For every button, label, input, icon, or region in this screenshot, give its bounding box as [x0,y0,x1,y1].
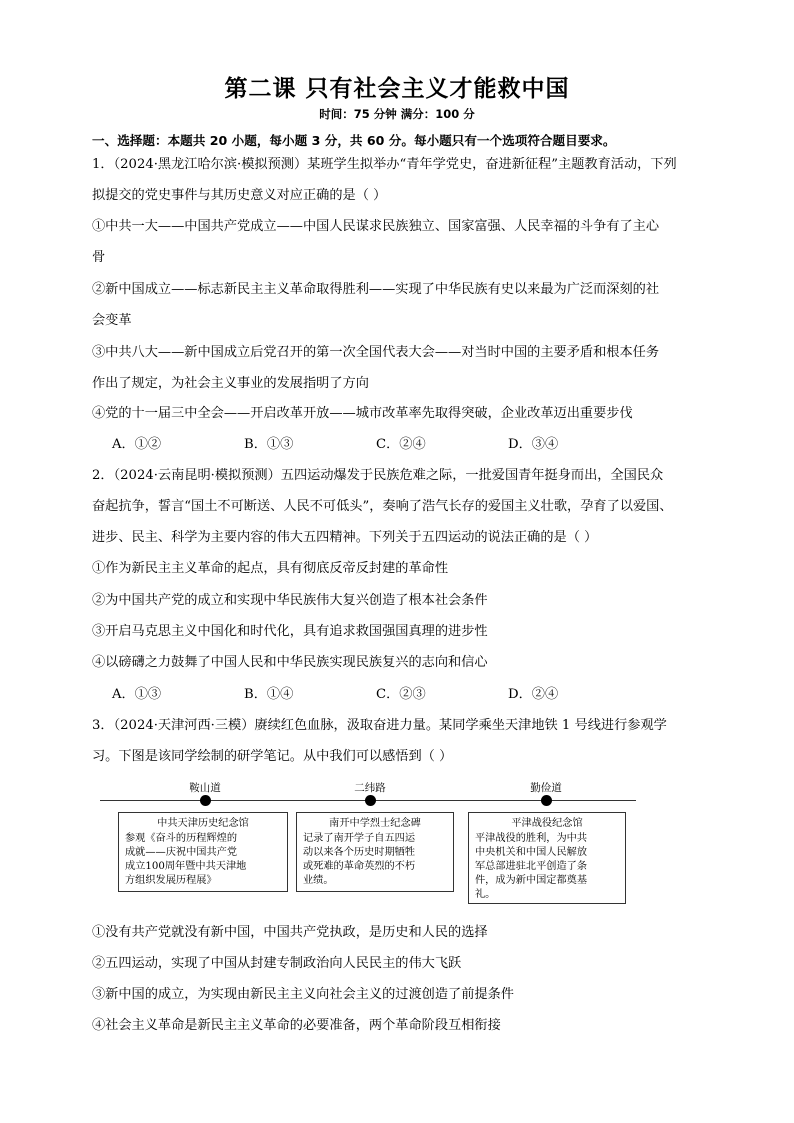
q2-stem-line3: 进步、民主、科学为主要内容的伟大五四精神。下列关于五四运动的说法正确的是（ ） [92,530,598,545]
q1-statement-3-cont: 作出了规定，为社会主义事业的发展指明了方向 [92,376,369,391]
q1-option-a[interactable]: A．①② [112,437,162,452]
station-label-2: 二纬路 [354,782,386,794]
q1-option-d[interactable]: D．③④ [508,437,559,452]
station-dot-2 [365,795,376,806]
q3-statement-1: ①没有共产党就没有新中国，中国共产党执政，是历史和人民的选择 [92,925,488,940]
note-box-2-line: 业绩。 [303,875,334,886]
q3-stem-line2: 习。下图是该同学绘制的研学笔记。从中我们可以感悟到（ ） [92,749,453,764]
note-box-3-title: 平津战役纪念馆 [511,818,583,829]
exam-info: 时间：75 分钟 满分：100 分 [319,107,475,121]
q2-option-b[interactable]: B．①④ [244,687,294,702]
q2-statement-2: ②为中国共产党的成立和实现中华民族伟大复兴创造了根本社会条件 [92,593,488,608]
q3-statement-3: ③新中国的成立，为实现由新民主主义向社会主义的过渡创造了前提条件 [92,987,514,1002]
note-box-2-line: 动以来各个历史时期牺牲 [303,847,416,858]
note-box-2-line: 记录了南开学子自五四运 [303,833,416,844]
note-box-3-line: 中央机关和中国人民解放 [475,847,588,858]
q3-stem-line1: 3．（2024·天津河西·三模）赓续红色血脉，汲取奋进力量。某同学乘坐天津地铁 1 号线进行参观学 [92,718,667,733]
note-box-2-line: 或死难的革命英烈的不朽 [303,861,416,872]
station-dot-1 [200,795,211,806]
station-label-3: 勤俭道 [530,782,562,794]
q1-statement-2: ②新中国成立——标志新民主主义革命取得胜利——实现了中华民族有史以来最为广泛而深刻的社 [92,282,660,297]
note-box-2-title: 南开中学烈士纪念碑 [329,818,421,829]
q2-statement-3: ③开启马克思主义中国化和时代化，具有追求救国强国真理的进步性 [92,624,488,639]
note-box-1-line: 方组织发展历程展》 [125,875,217,886]
note-box-3-line: 件，成为新中国定都奠基 [475,875,588,886]
station-label-1: 鞍山道 [189,782,221,794]
note-box-1-line: 成立100周年暨中共天津地 [125,861,247,872]
q2-option-c[interactable]: C．②③ [376,687,426,702]
q3-statement-4: ④社会主义革命是新民主主义革命的必要准备，两个革命阶段互相衔接 [92,1018,501,1033]
note-box-1-line: 成就——庆祝中国共产党 [125,847,238,858]
q1-stem-line2: 拟提交的党史事件与其历史意义对应正确的是（ ） [92,188,387,203]
q1-stem-line1: 1．（2024·黑龙江哈尔滨·模拟预测）某班学生拟举办“青年学党史，奋进新征程”主题教育活动，下列 [92,157,677,172]
q1-option-b[interactable]: B．①③ [244,437,294,452]
page-title: 第二课 只有社会主义才能救中国 [224,76,570,102]
note-box-3 [468,812,626,904]
q1-statement-1-cont: 骨 [92,250,106,265]
q1-statement-1: ①中共一大——中国共产党成立——中国人民谋求民族独立、国家富强、人民幸福的斗争有了主心 [92,219,660,234]
note-box-1-line: 参观《奋斗的历程辉煌的 [125,833,238,844]
note-box-3-line: 礼。 [475,889,496,900]
q2-stem-line1: 2．（2024·云南昆明·模拟预测）五四运动爆发于民族危难之际，一批爱国青年挺身而出，全国民众 [92,468,664,483]
section-heading: 一、选择题：本题共 20 小题，每小题 3 分，共 60 分。每小题只有一个选项符合题目要求。 [92,133,616,148]
q1-statement-4: ④党的十一届三中全会——开启改革开放——城市改革率先取得突破，企业改革迈出重要步伐 [92,406,633,421]
q2-statement-4: ④以磅礴之力鼓舞了中国人民和中华民族实现民族复兴的志向和信心 [92,655,488,670]
q2-option-a[interactable]: A．①③ [112,687,162,702]
study-notes-figure [100,780,640,910]
q1-statement-2-cont: 会变革 [92,313,132,328]
q2-stem-line2: 奋起抗争，誓言“国土不可断送、人民不可低头”，奏响了浩气长存的爱国主义壮歌，孕育了以爱国、 [92,499,673,514]
note-box-1-title: 中共天津历史纪念馆 [157,818,249,829]
note-box-3-line: 军总部进驻北平创造了条 [475,861,588,872]
station-dot-3 [541,795,552,806]
note-box-1 [118,812,288,892]
q2-statement-1: ①作为新民主主义革命的起点，具有彻底反帝反封建的革命性 [92,561,449,576]
q1-statement-3: ③中共八大——新中国成立后党召开的第一次全国代表大会——对当时中国的主要矛盾和根本任务 [92,345,660,360]
q1-option-c[interactable]: C．②④ [376,437,426,452]
q3-statement-2: ②五四运动，实现了中国从封建专制政治向人民民主的伟大飞跃 [92,956,462,971]
q2-option-d[interactable]: D．②④ [508,687,559,702]
note-box-3-line: 平津战役的胜利，为中共 [475,833,588,844]
note-box-2 [296,812,454,892]
